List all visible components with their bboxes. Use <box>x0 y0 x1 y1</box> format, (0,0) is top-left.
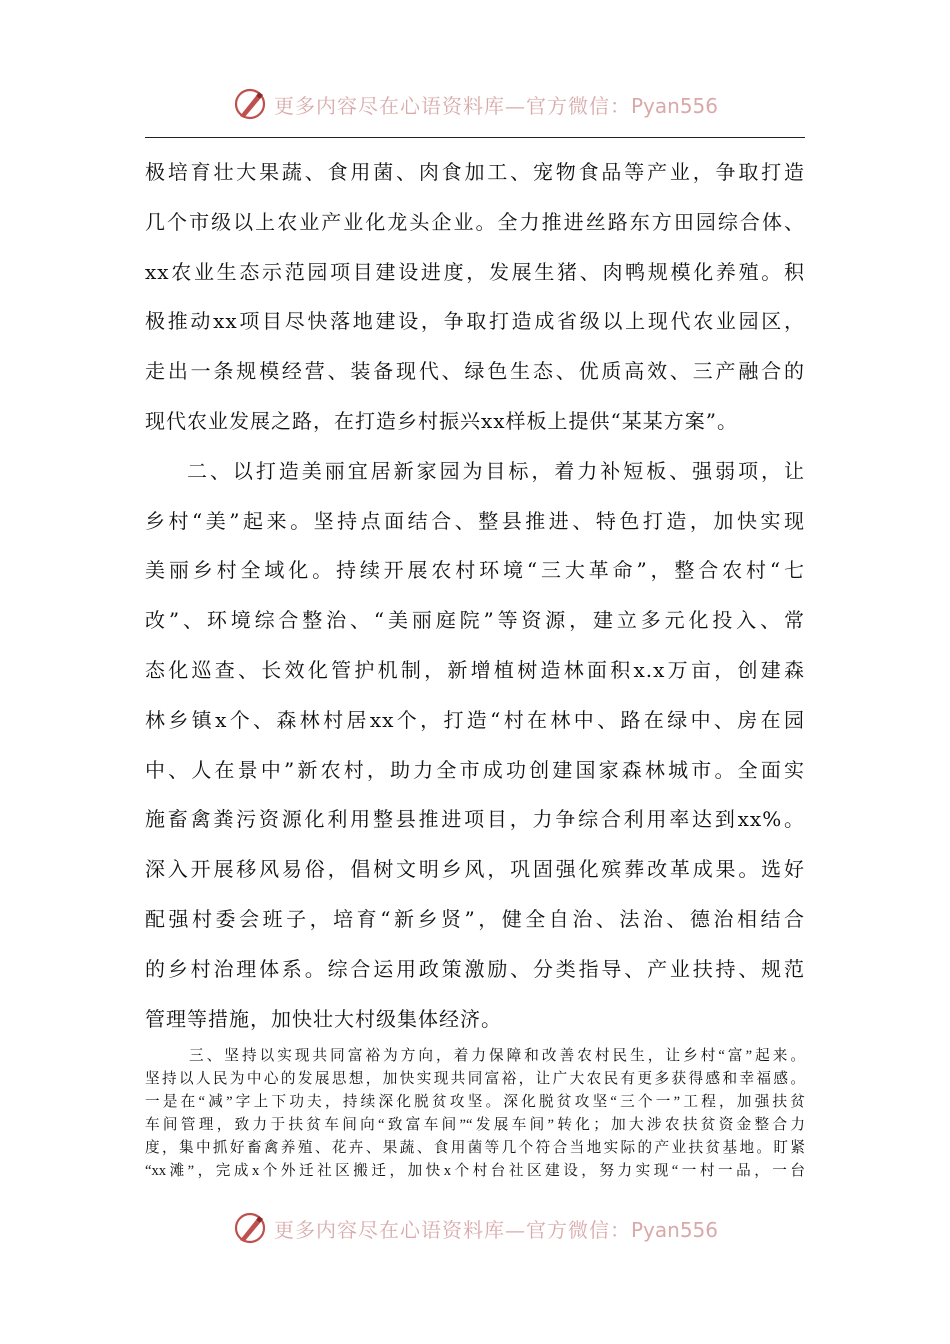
body-line: 美丽乡村全域化。持续开展农村环境“三大革命”，整合农村“七 <box>145 558 805 583</box>
watermark-wechat-id: Pyan556 <box>630 1217 718 1242</box>
footer-watermark <box>0 1208 950 1248</box>
body-line: 深入开展移风易俗，倡树文明乡风，巩固强化殡葬改革成果。选好 <box>145 857 805 882</box>
body-line: 林乡镇x个、森林村居xx个，打造“村在林中、路在绿中、房在园 <box>145 707 805 732</box>
pen-logo-icon <box>232 86 268 122</box>
header-watermark <box>0 84 950 124</box>
body-line: 极培育壮大果蔬、食用菌、肉食加工、宠物食品等产业，争取打造 <box>145 160 805 184</box>
body-line: 施畜禽粪污资源化利用整县推进项目，力争综合利用率达到xx%。 <box>145 807 805 832</box>
body-line: 走出一条规模经营、装备现代、绿色生态、优质高效、三产融合的 <box>145 359 805 384</box>
body-line: 乡村“美”起来。坚持点面结合、整县推进、特色打造，加快实现 <box>145 508 805 533</box>
watermark-wechat-id: Pyan556 <box>630 93 718 118</box>
section-heading-line: 二、以打造美丽宜居新家园为目标，着力补短板、强弱项，让 <box>187 458 805 483</box>
watermark-text <box>274 90 718 119</box>
body-line: 车间管理，致力于扶贫车间向“致富车间”“发展车间”转化；加大涉农扶贫资金整合力 <box>145 1117 805 1133</box>
body-line: 现代农业发展之路，在打造乡村振兴xx样板上提供“某某方案”。 <box>145 408 739 433</box>
document-body <box>145 148 805 1044</box>
body-line: “xx滩”，完成x个外迁社区搬迁，加快x个村台社区建设，努力实现“一村一品，一台 <box>145 1163 805 1179</box>
section-heading-line: 三、坚持以实现共同富裕为方向，着力保障和改善农村民生，让乡村“富”起来。 <box>189 1048 805 1064</box>
body-line: xx农业生态示范园项目建设进度，发展生猪、肉鸭规模化养殖。积 <box>145 259 805 284</box>
document-body-small <box>145 1045 805 1183</box>
body-line: 极推动xx项目尽快落地建设，争取打造成省级以上现代农业园区， <box>145 309 805 334</box>
pen-logo-icon <box>232 1210 268 1246</box>
watermark-label: 更多内容尽在心语资料库—官方微信： <box>273 1217 631 1242</box>
body-line: 中、人在景中”新农村，助力全市成功创建国家森林城市。全面实 <box>145 757 805 782</box>
watermark-label: 更多内容尽在心语资料库—官方微信： <box>273 93 631 118</box>
watermark-text <box>274 1214 718 1243</box>
body-line: 态化巡查、长效化管护机制，新增植树造林面积x.x万亩，创建森 <box>145 657 805 682</box>
body-line: 坚持以人民为中心的发展思想，加快实现共同富裕，让广大农民有更多获得感和幸福感。 <box>145 1071 805 1087</box>
header-rule <box>145 137 805 138</box>
body-line: 改”、环境综合整治、“美丽庭院”等资源，建立多元化投入、常 <box>145 608 805 633</box>
body-line: 管理等措施，加快壮大村级集体经济。 <box>145 1006 502 1031</box>
body-line: 配强村委会班子，培育“新乡贤”，健全自治、法治、德治相结合 <box>145 906 805 931</box>
body-line: 度，集中抓好畜禽养殖、花卉、果蔬、食用菌等几个符合当地实际的产业扶贫基地。盯紧 <box>145 1140 805 1156</box>
body-line: 的乡村治理体系。综合运用政策激励、分类指导、产业扶持、规范 <box>145 956 805 981</box>
body-line: 几个市级以上农业产业化龙头企业。全力推进丝路东方田园综合体、 <box>145 209 805 234</box>
body-line: 一是在“减”字上下功夫，持续深化脱贫攻坚。深化脱贫攻坚“三个一”工程，加强扶贫 <box>145 1094 805 1110</box>
